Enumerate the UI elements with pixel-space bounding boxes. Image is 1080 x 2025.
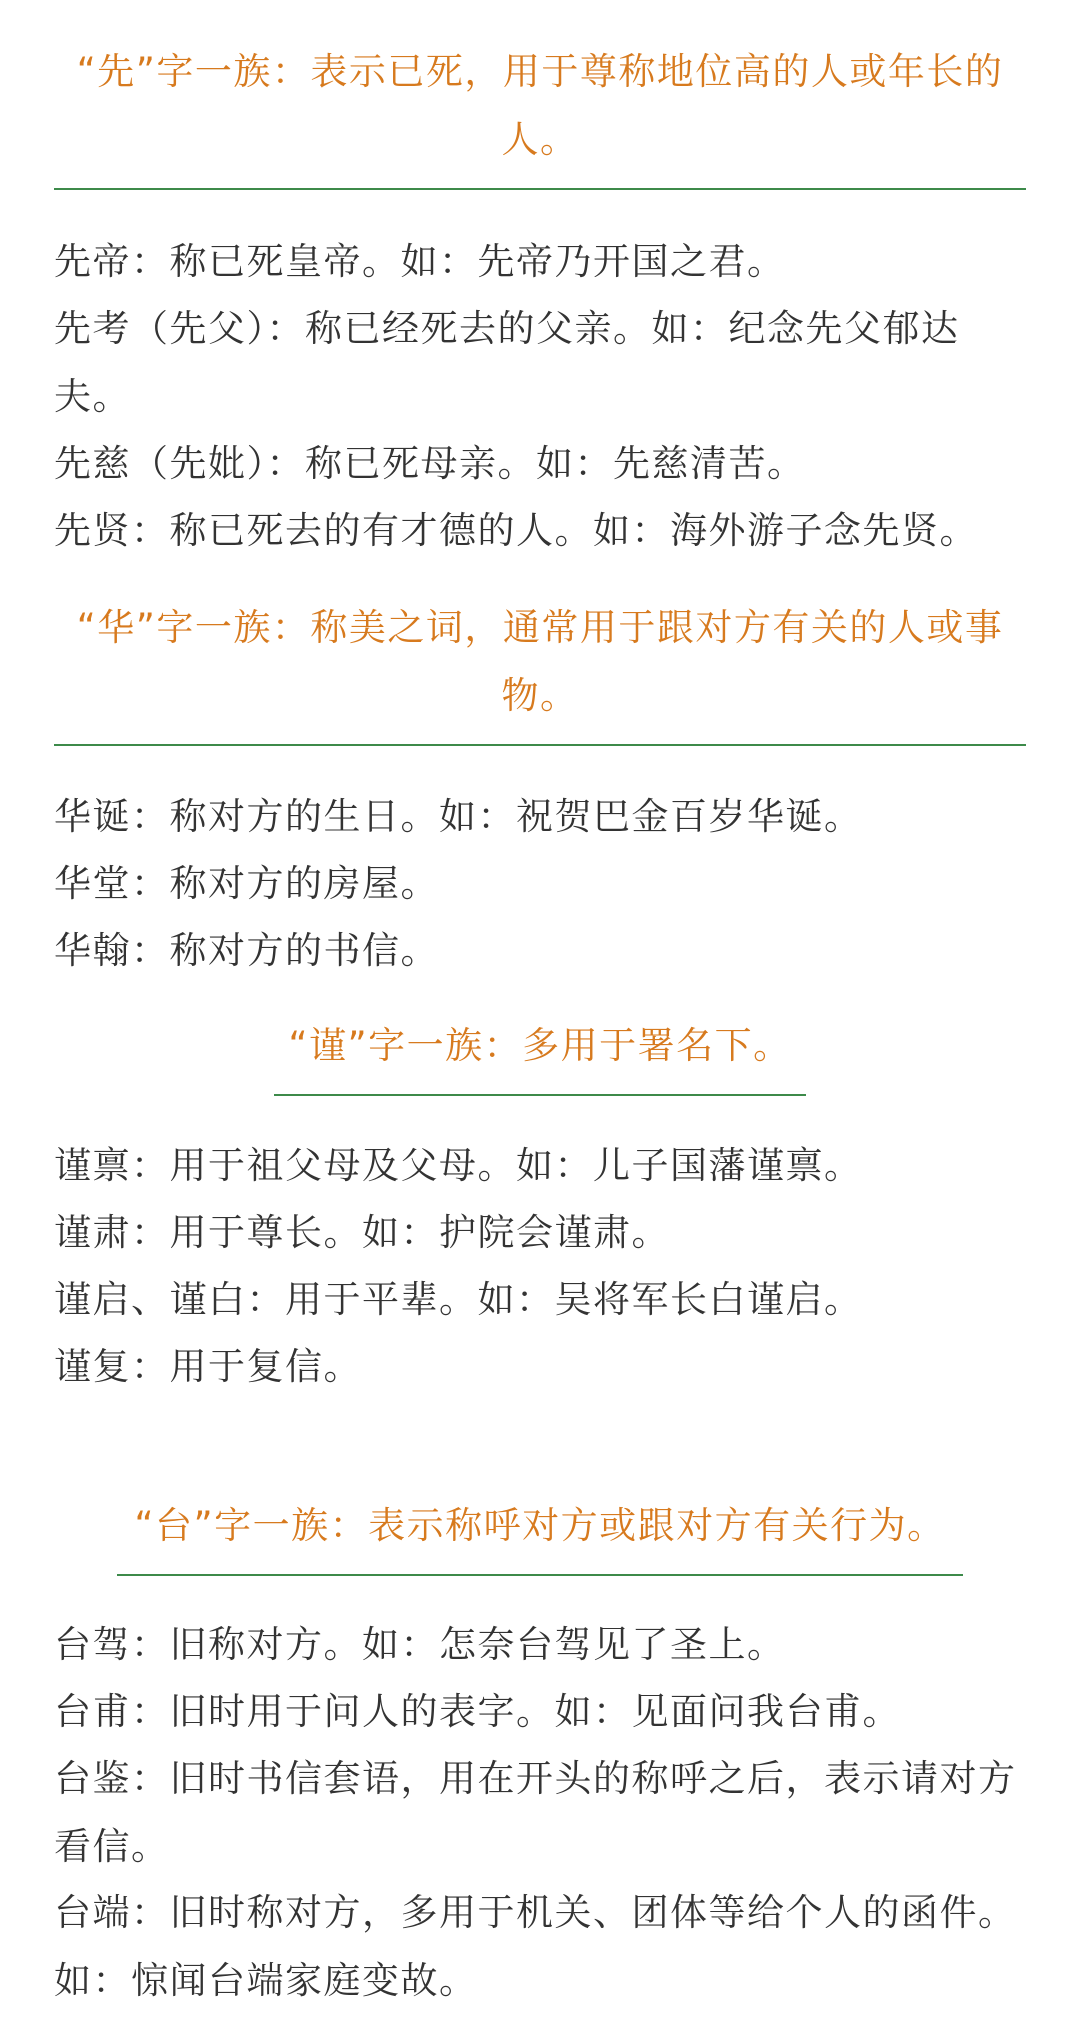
entry-taijia: 台驾：旧称对方。如：怎奈台驾见了圣上。: [54, 1623, 786, 1666]
entry-jinbing: 谨禀：用于祖父母及父母。如：儿子国藩谨禀。: [54, 1144, 863, 1187]
section-divider: [54, 744, 1026, 746]
section-divider: [54, 188, 1026, 190]
entry-huadan: 华诞：称对方的生日。如：祝贺巴金百岁华诞。: [54, 795, 863, 838]
section-title-tai: “台”字一族：表示称呼对方或跟对方有关行为。: [134, 1504, 946, 1547]
entry-xianci: 先慈（先妣）：称已死母亲。如：先慈清苦。: [54, 442, 806, 485]
entry-huahan: 华翰：称对方的书信。: [54, 929, 439, 972]
entry-xiankao: 先考（先父）：称已经死去的父亲。如：纪念先父郁达夫。: [54, 307, 960, 418]
section-title-hua: “华”字一族：称美之词，通常用于跟对方有关的人或事物。: [76, 606, 1004, 717]
section-divider: [117, 1574, 963, 1576]
entry-taiduan: 台端：旧时称对方，多用于机关、团体等给个人的函件。如：惊闻台端家庭变故。: [54, 1891, 1017, 2002]
section-title-xian: “先”字一族：表示已死，用于尊称地位高的人或年长的人。: [76, 50, 1004, 161]
entry-xianxian: 先贤：称已死去的有才德的人。如：海外游子念先贤。: [54, 509, 978, 552]
section-divider: [274, 1094, 806, 1096]
entry-taifu: 台甫：旧时用于问人的表字。如：见面问我台甫。: [54, 1690, 901, 1733]
section-title-jin: “谨”字一族：多用于署名下。: [288, 1024, 792, 1067]
entry-xiandi: 先帝：称已死皇帝。如：先帝乃开国之君。: [54, 240, 786, 283]
entry-huatang: 华堂：称对方的房屋。: [54, 862, 439, 905]
entry-jinsu: 谨肃：用于尊长。如：护院会谨肃。: [54, 1211, 670, 1254]
entry-jinfu: 谨复：用于复信。: [54, 1345, 362, 1388]
entry-taijian: 台鉴：旧时书信套语，用在开头的称呼之后，表示请对方看信。: [54, 1757, 1017, 1868]
entry-jinqi: 谨启、谨白：用于平辈。如：吴将军长白谨启。: [54, 1278, 863, 1321]
